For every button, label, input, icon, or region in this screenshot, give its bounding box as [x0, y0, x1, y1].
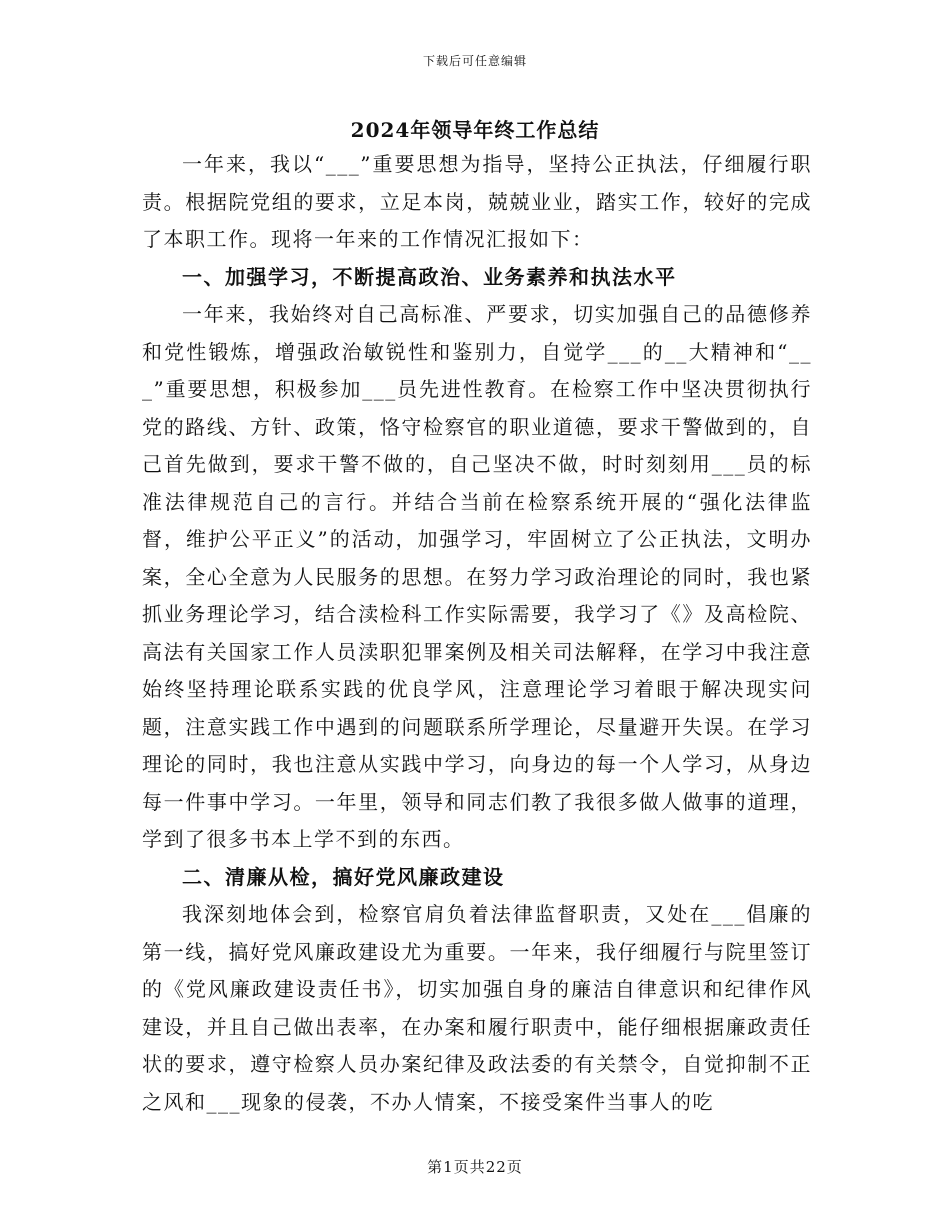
- page-footer: 第1页共22页: [427, 1158, 523, 1176]
- section-heading-2: 二、清廉从检，搞好党风廉政建设: [182, 864, 505, 889]
- document-body: [142, 146, 812, 1121]
- section-heading-1: 一、加强学习，不断提高政治、业务素养和执法水平: [182, 264, 677, 289]
- section-1-paragraph: 一年来，我始终对自己高标准、严要求，切实加强自己的品德修养和党性锻炼，增强政治敏锐性和鉴别力，自觉学___的__大精神和“___”重要思想，积极参加___员先进性教育。在检察工作中坚决贯彻执行党的路线、方针、政策，恪守检察官的职业道德，要求干警做到的，自己首先做到，要求干警不做的，自己坚决不做，时时刻刻用___员的标准法律规范自己的言行。并结合当前在检察系统开展的“强化法律监督，维护公平正义”的活动，加强学习，牢固树立了公正执法，文明办案，全心全意为人民服务的思想。在努力学习政治理论的同时，我也紧抓业务理论学习，结合渎检科工作实际需要，我学习了《》及高检院、高法有关国家工作人员渎职犯罪案例及相关司法解释，在学习中我注意始终坚持理论联系实践的优良学风，注意理论学习着眼于解决现实问题，注意实践工作中遇到的问题联系所学理论，尽量避开失误。在学习理论的同时，我也注意从实践中学习，向身边的每一个人学习，从身边每一件事中学习。一年里，领导和同志们教了我很多做人做事的道理，学到了很多书本上学不到的东西。: [142, 302, 812, 851]
- intro-paragraph: 一年来，我以“___”重要思想为指导，坚持公正执法，仔细履行职责。根据院党组的要求，立足本岗，兢兢业业，踏实工作，较好的完成了本职工作。现将一年来的工作情况汇报如下：: [142, 152, 812, 251]
- section-2-paragraph: 我深刻地体会到，检察官肩负着法律监督职责，又处在___倡廉的第一线，搞好党风廉政建设尤为重要。一年来，我仔细履行与院里签订的《党风廉政建设责任书》，切实加强自身的廉洁自律意识和纪律作风建设，并且自己做出表率，在办案和履行职责中，能仔细根据廉政责任状的要求，遵守检察人员办案纪律及政法委的有关禁令，自觉抑制不正之风和___现象的侵袭，不办人情案，不接受案件当事人的吃: [142, 902, 812, 1114]
- page-header: 下载后可任意编辑: [422, 54, 527, 68]
- document-title: 2024年领导年终工作总结: [350, 118, 600, 142]
